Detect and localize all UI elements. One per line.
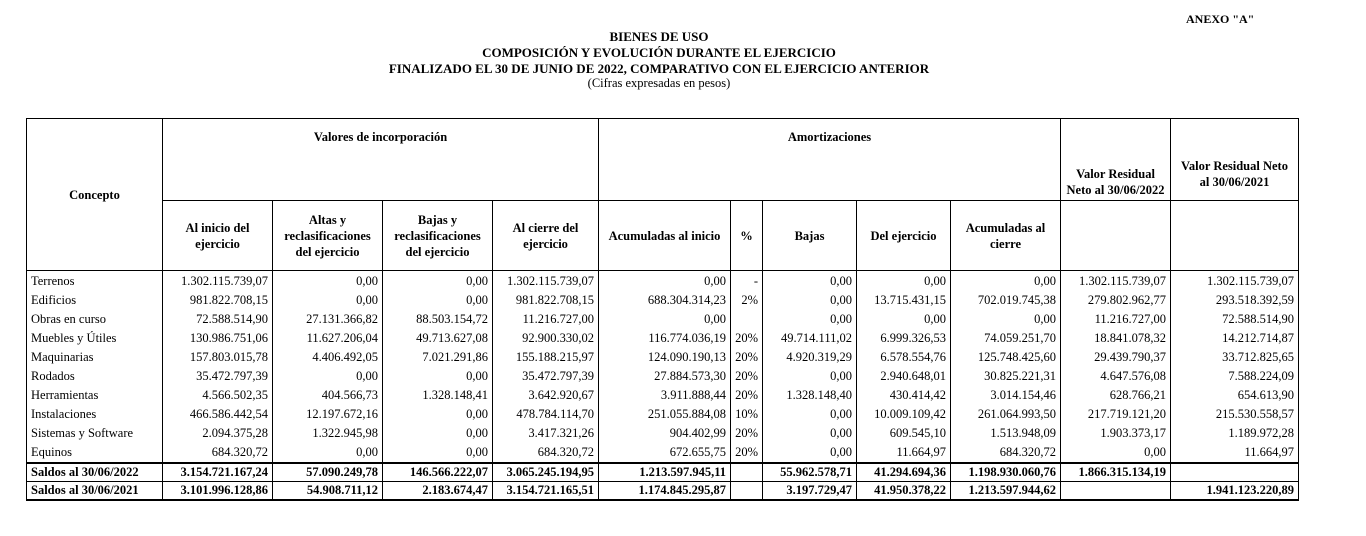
header-concepto: Concepto	[27, 119, 163, 271]
header-bajas-valores: Bajas y reclasificaciones del ejercicio	[383, 201, 493, 271]
cell-al-inicio: 4.566.502,35	[163, 386, 273, 405]
cell-bajas-amort: 0,00	[763, 443, 857, 463]
cell-vr-2022: 11.216.727,00	[1061, 310, 1171, 329]
header-empty-1	[1061, 201, 1171, 271]
cell-acum-cierre: 1.513.948,09	[951, 424, 1061, 443]
cell-altas: 404.566,73	[273, 386, 383, 405]
cell-bajas-valores: 7.021.291,86	[383, 348, 493, 367]
cell-acum-cierre: 0,00	[951, 271, 1061, 292]
cell-acum-cierre: 702.019.745,38	[951, 291, 1061, 310]
cell-concepto: Instalaciones	[27, 405, 163, 424]
cell-porcentaje: 20%	[731, 443, 763, 463]
header-altas: Altas y reclasificaciones del ejercicio	[273, 201, 383, 271]
cell-vr-2022: 217.719.121,20	[1061, 405, 1171, 424]
header-acumuladas-cierre: Acumuladas al cierre	[951, 201, 1061, 271]
table-row	[27, 424, 1299, 443]
header-valor-residual-2022: Valor Residual Neto al 30/06/2022	[1061, 119, 1171, 201]
cell-acum-inicio: 251.055.884,08	[599, 405, 731, 424]
cell-altas: 27.131.366,82	[273, 310, 383, 329]
table-row	[27, 271, 1299, 292]
cell-altas: 0,00	[273, 291, 383, 310]
cell-porcentaje: 10%	[731, 405, 763, 424]
header-empty-2	[1171, 201, 1299, 271]
cell-al-inicio: 981.822.708,15	[163, 291, 273, 310]
cell-vr-2021: 72.588.514,90	[1171, 310, 1299, 329]
cell-acum-inicio: 0,00	[599, 310, 731, 329]
total-cell-porcentaje	[731, 482, 763, 501]
cell-porcentaje: 20%	[731, 386, 763, 405]
cell-acum-inicio: 116.774.036,19	[599, 329, 731, 348]
header-valor-residual-2021: Valor Residual Neto al 30/06/2021	[1171, 119, 1299, 201]
cell-vr-2022: 1.903.373,17	[1061, 424, 1171, 443]
cell-vr-2021: 14.212.714,87	[1171, 329, 1299, 348]
total-cell-bajas-valores: 146.566.222,07	[383, 463, 493, 482]
cell-porcentaje: -	[731, 271, 763, 292]
title-line-3: FINALIZADO EL 30 DE JUNIO DE 2022, COMPARATIVO CON EL EJERCICIO ANTERIOR	[388, 61, 930, 76]
header-acumuladas-inicio: Acumuladas al inicio	[599, 201, 731, 271]
cell-al-cierre: 478.784.114,70	[493, 405, 599, 424]
total-cell-acum-cierre: 1.213.597.944,62	[951, 482, 1061, 501]
cell-del-ejercicio: 11.664,97	[857, 443, 951, 463]
total-cell-vr-2021	[1171, 463, 1299, 482]
cell-concepto: Terrenos	[27, 271, 163, 292]
cell-acum-cierre: 30.825.221,31	[951, 367, 1061, 386]
totals-row	[27, 463, 1299, 482]
total-cell-vr-2022	[1061, 482, 1171, 501]
cell-acum-inicio: 27.884.573,30	[599, 367, 731, 386]
cell-vr-2022: 29.439.790,37	[1061, 348, 1171, 367]
cell-del-ejercicio: 13.715.431,15	[857, 291, 951, 310]
title-line-4: (Cifras expresadas en pesos)	[587, 76, 731, 90]
total-cell-del-ejercicio: 41.294.694,36	[857, 463, 951, 482]
fixed-assets-table	[26, 118, 1299, 501]
total-cell-altas: 54.908.711,12	[273, 482, 383, 501]
cell-al-inicio: 466.586.442,54	[163, 405, 273, 424]
cell-acum-inicio: 124.090.190,13	[599, 348, 731, 367]
cell-altas: 0,00	[273, 367, 383, 386]
header-bajas-amortizaciones: Bajas	[763, 201, 857, 271]
table-row	[27, 310, 1299, 329]
cell-vr-2022: 279.802.962,77	[1061, 291, 1171, 310]
cell-bajas-amort: 0,00	[763, 405, 857, 424]
table-row	[27, 386, 1299, 405]
cell-al-cierre: 1.302.115.739,07	[493, 271, 599, 292]
cell-acum-inicio: 672.655,75	[599, 443, 731, 463]
table-row	[27, 367, 1299, 386]
table-row	[27, 405, 1299, 424]
cell-vr-2021: 654.613,90	[1171, 386, 1299, 405]
table-row	[27, 291, 1299, 310]
cell-al-cierre: 3.417.321,26	[493, 424, 599, 443]
total-cell-bajas-amort: 3.197.729,47	[763, 482, 857, 501]
cell-al-cierre: 35.472.797,39	[493, 367, 599, 386]
cell-vr-2021: 215.530.558,57	[1171, 405, 1299, 424]
cell-del-ejercicio: 6.999.326,53	[857, 329, 951, 348]
cell-concepto: Obras en curso	[27, 310, 163, 329]
cell-porcentaje: 20%	[731, 424, 763, 443]
cell-vr-2022: 628.766,21	[1061, 386, 1171, 405]
total-cell-acum-cierre: 1.198.930.060,76	[951, 463, 1061, 482]
cell-del-ejercicio: 0,00	[857, 310, 951, 329]
table-row	[27, 329, 1299, 348]
cell-bajas-valores: 49.713.627,08	[383, 329, 493, 348]
cell-al-inicio: 2.094.375,28	[163, 424, 273, 443]
cell-al-cierre: 11.216.727,00	[493, 310, 599, 329]
total-cell-porcentaje	[731, 463, 763, 482]
title-line-2: COMPOSICIÓN Y EVOLUCIÓN DURANTE EL EJERCICIO	[482, 45, 836, 60]
total-cell-al-cierre: 3.154.721.165,51	[493, 482, 599, 501]
report-title-block	[0, 29, 1318, 90]
total-cell-vr-2021: 1.941.123.220,89	[1171, 482, 1299, 501]
cell-bajas-amort: 4.920.319,29	[763, 348, 857, 367]
cell-bajas-amort: 0,00	[763, 367, 857, 386]
cell-al-cierre: 155.188.215,97	[493, 348, 599, 367]
cell-acum-inicio: 688.304.314,23	[599, 291, 731, 310]
cell-bajas-valores: 0,00	[383, 443, 493, 463]
cell-del-ejercicio: 0,00	[857, 271, 951, 292]
cell-acum-cierre: 125.748.425,60	[951, 348, 1061, 367]
total-cell-altas: 57.090.249,78	[273, 463, 383, 482]
cell-del-ejercicio: 6.578.554,76	[857, 348, 951, 367]
total-cell-vr-2022: 1.866.315.134,19	[1061, 463, 1171, 482]
cell-porcentaje: 20%	[731, 348, 763, 367]
cell-al-inicio: 1.302.115.739,07	[163, 271, 273, 292]
cell-vr-2021: 1.302.115.739,07	[1171, 271, 1299, 292]
header-valores-incorporacion: Valores de incorporación	[163, 119, 599, 201]
header-amortizaciones: Amortizaciones	[599, 119, 1061, 201]
table-body	[27, 271, 1299, 464]
cell-bajas-valores: 88.503.154,72	[383, 310, 493, 329]
table-row	[27, 348, 1299, 367]
title-line-1: BIENES DE USO	[609, 29, 709, 44]
cell-bajas-valores: 0,00	[383, 271, 493, 292]
cell-altas: 0,00	[273, 443, 383, 463]
cell-bajas-amort: 49.714.111,02	[763, 329, 857, 348]
total-cell-concepto: Saldos al 30/06/2022	[27, 463, 163, 482]
cell-concepto: Muebles y Útiles	[27, 329, 163, 348]
cell-altas: 1.322.945,98	[273, 424, 383, 443]
cell-al-inicio: 157.803.015,78	[163, 348, 273, 367]
totals-body	[27, 463, 1299, 500]
cell-altas: 11.627.206,04	[273, 329, 383, 348]
cell-acum-cierre: 684.320,72	[951, 443, 1061, 463]
total-cell-bajas-amort: 55.962.578,71	[763, 463, 857, 482]
totals-row	[27, 482, 1299, 501]
cell-bajas-amort: 0,00	[763, 291, 857, 310]
cell-concepto: Sistemas y Software	[27, 424, 163, 443]
cell-bajas-amort: 0,00	[763, 424, 857, 443]
total-cell-acum-inicio: 1.174.845.295,87	[599, 482, 731, 501]
cell-acum-cierre: 0,00	[951, 310, 1061, 329]
total-cell-al-inicio: 3.101.996.128,86	[163, 482, 273, 501]
cell-acum-cierre: 261.064.993,50	[951, 405, 1061, 424]
cell-al-cierre: 92.900.330,02	[493, 329, 599, 348]
cell-al-inicio: 130.986.751,06	[163, 329, 273, 348]
cell-concepto: Edificios	[27, 291, 163, 310]
cell-acum-inicio: 904.402,99	[599, 424, 731, 443]
cell-vr-2022: 0,00	[1061, 443, 1171, 463]
cell-concepto: Herramientas	[27, 386, 163, 405]
cell-al-inicio: 684.320,72	[163, 443, 273, 463]
cell-bajas-amort: 1.328.148,40	[763, 386, 857, 405]
cell-del-ejercicio: 10.009.109,42	[857, 405, 951, 424]
cell-vr-2021: 293.518.392,59	[1171, 291, 1299, 310]
cell-concepto: Equinos	[27, 443, 163, 463]
header-porcentaje: %	[731, 201, 763, 271]
table-row	[27, 443, 1299, 463]
cell-al-cierre: 3.642.920,67	[493, 386, 599, 405]
cell-altas: 0,00	[273, 271, 383, 292]
cell-al-cierre: 684.320,72	[493, 443, 599, 463]
cell-del-ejercicio: 430.414,42	[857, 386, 951, 405]
cell-bajas-amort: 0,00	[763, 271, 857, 292]
cell-bajas-valores: 0,00	[383, 367, 493, 386]
header-al-cierre: Al cierre del ejercicio	[493, 201, 599, 271]
cell-bajas-valores: 1.328.148,41	[383, 386, 493, 405]
cell-acum-cierre: 3.014.154,46	[951, 386, 1061, 405]
cell-porcentaje: 2%	[731, 291, 763, 310]
total-cell-al-inicio: 3.154.721.167,24	[163, 463, 273, 482]
cell-acum-cierre: 74.059.251,70	[951, 329, 1061, 348]
cell-acum-inicio: 3.911.888,44	[599, 386, 731, 405]
cell-vr-2021: 1.189.972,28	[1171, 424, 1299, 443]
cell-vr-2022: 18.841.078,32	[1061, 329, 1171, 348]
header-del-ejercicio: Del ejercicio	[857, 201, 951, 271]
cell-concepto: Maquinarias	[27, 348, 163, 367]
cell-del-ejercicio: 609.545,10	[857, 424, 951, 443]
cell-bajas-valores: 0,00	[383, 291, 493, 310]
cell-vr-2021: 11.664,97	[1171, 443, 1299, 463]
total-cell-del-ejercicio: 41.950.378,22	[857, 482, 951, 501]
total-cell-bajas-valores: 2.183.674,47	[383, 482, 493, 501]
cell-vr-2021: 7.588.224,09	[1171, 367, 1299, 386]
header-al-inicio: Al inicio del ejercicio	[163, 201, 273, 271]
cell-vr-2022: 4.647.576,08	[1061, 367, 1171, 386]
total-cell-al-cierre: 3.065.245.194,95	[493, 463, 599, 482]
cell-porcentaje	[731, 310, 763, 329]
cell-altas: 12.197.672,16	[273, 405, 383, 424]
cell-del-ejercicio: 2.940.648,01	[857, 367, 951, 386]
cell-bajas-valores: 0,00	[383, 405, 493, 424]
total-cell-concepto: Saldos al 30/06/2021	[27, 482, 163, 501]
cell-porcentaje: 20%	[731, 329, 763, 348]
cell-acum-inicio: 0,00	[599, 271, 731, 292]
cell-porcentaje: 20%	[731, 367, 763, 386]
cell-vr-2022: 1.302.115.739,07	[1061, 271, 1171, 292]
annex-label: ANEXO "A"	[1186, 12, 1255, 26]
cell-vr-2021: 33.712.825,65	[1171, 348, 1299, 367]
cell-al-inicio: 72.588.514,90	[163, 310, 273, 329]
cell-bajas-valores: 0,00	[383, 424, 493, 443]
cell-al-inicio: 35.472.797,39	[163, 367, 273, 386]
cell-altas: 4.406.492,05	[273, 348, 383, 367]
cell-bajas-amort: 0,00	[763, 310, 857, 329]
cell-al-cierre: 981.822.708,15	[493, 291, 599, 310]
total-cell-acum-inicio: 1.213.597.945,11	[599, 463, 731, 482]
cell-concepto: Rodados	[27, 367, 163, 386]
